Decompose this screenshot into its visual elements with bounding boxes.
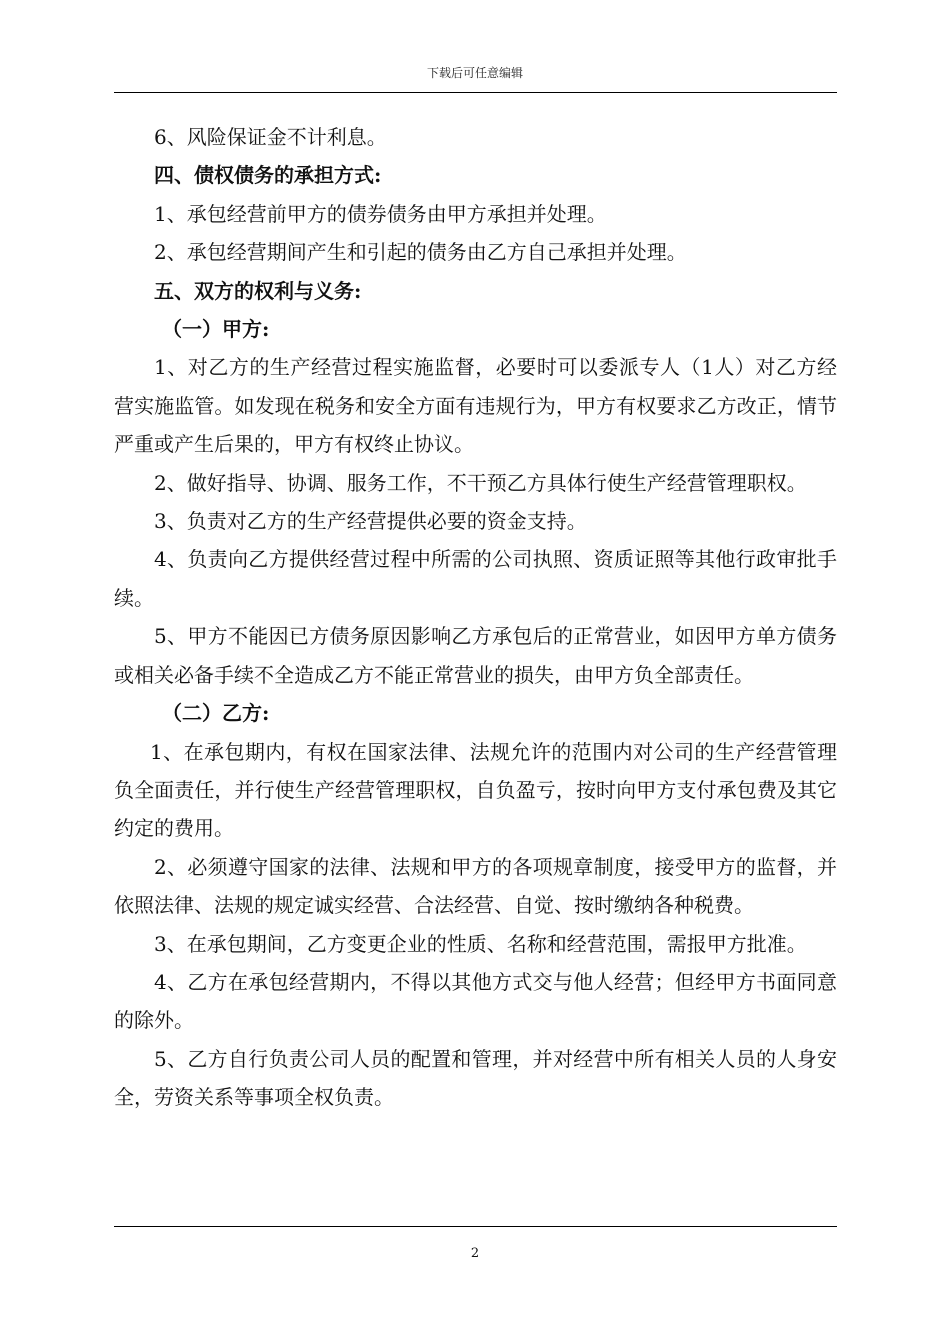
paragraph-party-a-4: 4、负责向乙方提供经营过程中所需的公司执照、资质证照等其他行政审批手续。 <box>114 547 837 610</box>
subheading-party-b: （二）乙方: <box>162 701 270 726</box>
heading-section-4: 四、债权债务的承担方式: <box>154 163 382 188</box>
header-rule <box>114 92 837 93</box>
footer-rule <box>114 1226 837 1227</box>
paragraph-debt-1: 1、承包经营前甲方的债券债务由甲方承担并处理。 <box>154 201 607 226</box>
paragraph-party-a-1: 1、对乙方的生产经营过程实施监督，必要时可以委派专人（1人）对乙方经营实施监管。如发现在税务和安全方面有违规行为，甲方有权要求乙方改正，情节严重或产生后果的，甲方有权终止协议。 <box>114 355 837 457</box>
page-number: 2 <box>470 1246 480 1261</box>
heading-section-5: 五、双方的权利与义务: <box>154 278 362 303</box>
paragraph-party-b-5: 5、乙方自行负责公司人员的配置和管理，并对经营中所有相关人员的人身安全，劳资关系等事项全权负责。 <box>114 1046 837 1110</box>
paragraph-party-a-3: 3、负责对乙方的生产经营提供必要的资金支持。 <box>154 509 587 534</box>
subheading-party-a: （一）甲方: <box>162 317 270 342</box>
paragraph-party-b-2: 2、必须遵守国家的法律、法规和甲方的各项规章制度，接受甲方的监督，并依照法律、法规的规定诚实经营、合法经营、自觉、按时缴纳各种税费。 <box>114 854 837 918</box>
paragraph-party-b-1: 1、在承包期内，有权在国家法律、法规允许的范围内对公司的生产经营管理负全面责任，并行使生产经营管理职权，自负盈亏，按时向甲方支付承包费及其它约定的费用。 <box>114 739 837 841</box>
page-header: 下载后可任意编辑 <box>426 66 523 80</box>
paragraph-party-a-5: 5、甲方不能因已方债务原因影响乙方承包后的正常营业，如因甲方单方债务或相关必备手续不全造成乙方不能正常营业的损失，由甲方负全部责任。 <box>114 624 837 687</box>
paragraph-party-a-2: 2、做好指导、协调、服务工作，不干预乙方具体行使生产经营管理职权。 <box>154 470 807 495</box>
paragraph-clause-6: 6、风险保证金不计利息。 <box>154 125 387 149</box>
paragraph-debt-2: 2、承包经营期间产生和引起的债务由乙方自己承担并处理。 <box>154 240 687 265</box>
paragraph-party-b-4: 4、乙方在承包经营期内，不得以其他方式交与他人经营；但经甲方书面同意的除外。 <box>114 969 837 1033</box>
paragraph-party-b-3: 3、在承包期间，乙方变更企业的性质、名称和经营范围，需报甲方批准。 <box>154 931 807 956</box>
document-body <box>114 118 837 1117</box>
